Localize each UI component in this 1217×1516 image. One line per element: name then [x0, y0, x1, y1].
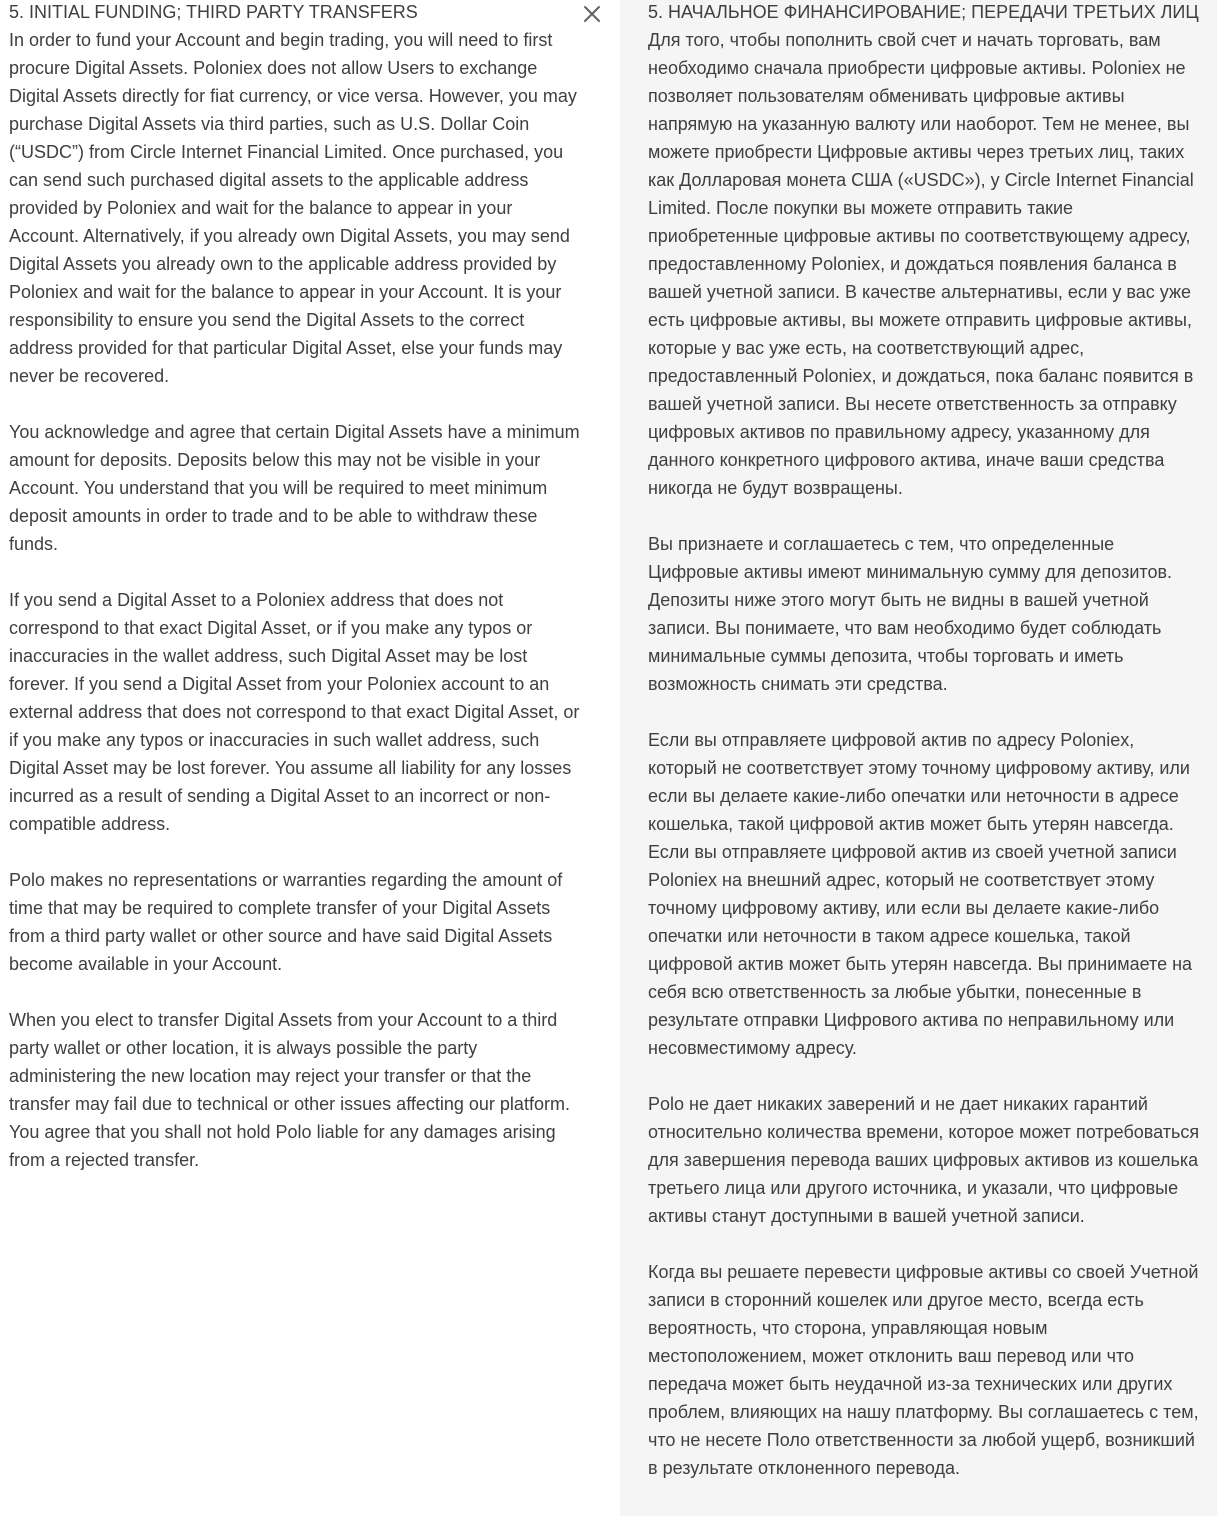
translation-paragraph-5: Когда вы решаете перевести цифровые активы со своей Учетной записи в сторонний кошелек или другое место, всегда есть вероятность, что сторона, управляющая новым местоположением, может отклонить ваш перевод или что передача может быть неудачной из-за технических или других проблем, влияющих на нашу платформу. Вы соглашаетесь с тем, что не несете Поло ответственности за любой ущерб, возникший в результате отклоненного перевода. [648, 1262, 1199, 1478]
translation-paragraph-1: Для того, чтобы пополнить свой счет и начать торговать, вам необходимо сначала приобрести цифровые активы. Poloniex не позволяет пользователям обменивать цифровые активы напрямую на указанную валюту или наоборот. Тем не менее, вы можете приобрести Цифровые активы через третьих лиц, таких как Долларовая монета США («USDC»), у Circle Internet Financial Limited. После покупки вы можете отправить такие приобретенные цифровые активы по соответствующему адресу, предоставленному Poloniex, и дождаться появления баланса в вашей учетной записи. В качестве альтернативы, если у вас уже есть цифровые активы, вы можете отправить цифровые активы, которые у вас уже есть, на соответствующий адрес, предоставленный Poloniex, и дождаться, пока баланс появится в вашей учетной записи. Вы несете ответственность за отправку цифровых активов по правильному адресу, указанному для данного конкретного цифрового актива, иначе ваши средства никогда не будут возвращены. [648, 30, 1194, 498]
close-icon [583, 5, 601, 23]
source-paragraph-3: If you send a Digital Asset to a Poloniex address that does not correspond to that exact Digital Asset, or if you make any typos or inaccuracies in the wallet address, such Digital Asset may be lost forever. If you send a Digital Asset from your Poloniex account to an external address that does not correspond to that exact Digital Asset, or if you make any typos or inaccuracies in such wallet address, such Digital Asset may be lost forever. You assume all liability for any losses incurred as a result of sending a Digital Asset to an incorrect or non-compatible address. [9, 590, 580, 834]
translation-paragraph-4: Polo не дает никаких заверений и не дает никаких гарантий относительно количества времени, которое может потребоваться для завершения перевода ваших цифровых активов из кошелька третьего лица или другого источника, и указали, что цифровые активы станут доступными в вашей учетной записи. [648, 1094, 1200, 1226]
source-paragraph-5: When you elect to transfer Digital Assets from your Account to a third party wallet or other location, it is always possible the party administering the new location may reject your transfer or that the transfer may fail due to technical or other issues affecting our platform. You agree that you shall not hold Polo liable for any damages arising from a rejected transfer. [9, 1010, 570, 1170]
translation-paragraph-3: Если вы отправляете цифровой актив по адресу Poloniex, который не соответствует этому точному цифровому активу, или если вы делаете какие-либо опечатки или неточности в адресе кошелька, такой цифровой актив может быть утерян навсегда. Если вы отправляете цифровой актив из своей учетной записи Poloniex на внешний адрес, который не соответствует этому точному цифровому активу, или если вы делаете какие-либо опечатки или неточности в таком адресе кошелька, такой цифровой актив может быть утерян навсегда. Вы принимаете на себя всю ответственность за любые убытки, понесенные в результате отправки Цифрового актива по неправильному или несовместимому адресу. [648, 730, 1193, 1058]
source-paragraph-1: In order to fund your Account and begin trading, you will need to first procure Digital Assets. Poloniex does not allow Users to exchange Digital Assets directly for fiat currency, or vice versa. However, you may purchase Digital Assets via third parties, such as U.S. Dollar Coin (“USDC”) from Circle Internet Financial Limited. Once purchased, you can send such purchased digital assets to the applicable address provided by Poloniex and wait for the balance to appear in your Account. Alternatively, if you already own Digital Assets, you may send Digital Assets you already own to the applicable address provided by Poloniex and wait for the balance to appear in your Account. It is your responsibility to ensure you send the Digital Assets to the correct address provided for that particular Digital Asset, else your funds may never be recovered. [9, 30, 577, 386]
translation-paragraph-2: Вы признаете и соглашаетесь с тем, что определенные Цифровые активы имеют минимальную сумму для депозитов. Депозиты ниже этого могут быть не видны в вашей учетной записи. Вы понимаете, что вам необходимо будет соблюдать минимальные суммы депозита, чтобы торговать и иметь возможность снимать эти средства. [648, 534, 1173, 694]
source-heading: 5. INITIAL FUNDING; THIRD PARTY TRANSFERS [9, 2, 418, 22]
source-paragraph-4: Polo makes no representations or warranties regarding the amount of time that may be required to complete transfer of your Digital Assets from a third party wallet or other source and have said Digital Assets become available in your Account. [9, 870, 563, 974]
clear-source-button[interactable] [578, 0, 606, 28]
source-paragraph-2: You acknowledge and agree that certain Digital Assets have a minimum amount for deposits. Deposits below this may not be visible in your Account. You understand that you will be required to meet minimum deposit amounts in order to trade and to be able to withdraw these funds. [9, 422, 580, 554]
translation-heading: 5. НАЧАЛЬНОЕ ФИНАНСИРОВАНИЕ; ПЕРЕДАЧИ ТРЕТЬИХ ЛИЦ [648, 2, 1199, 22]
translation-pane [620, 0, 1217, 1516]
